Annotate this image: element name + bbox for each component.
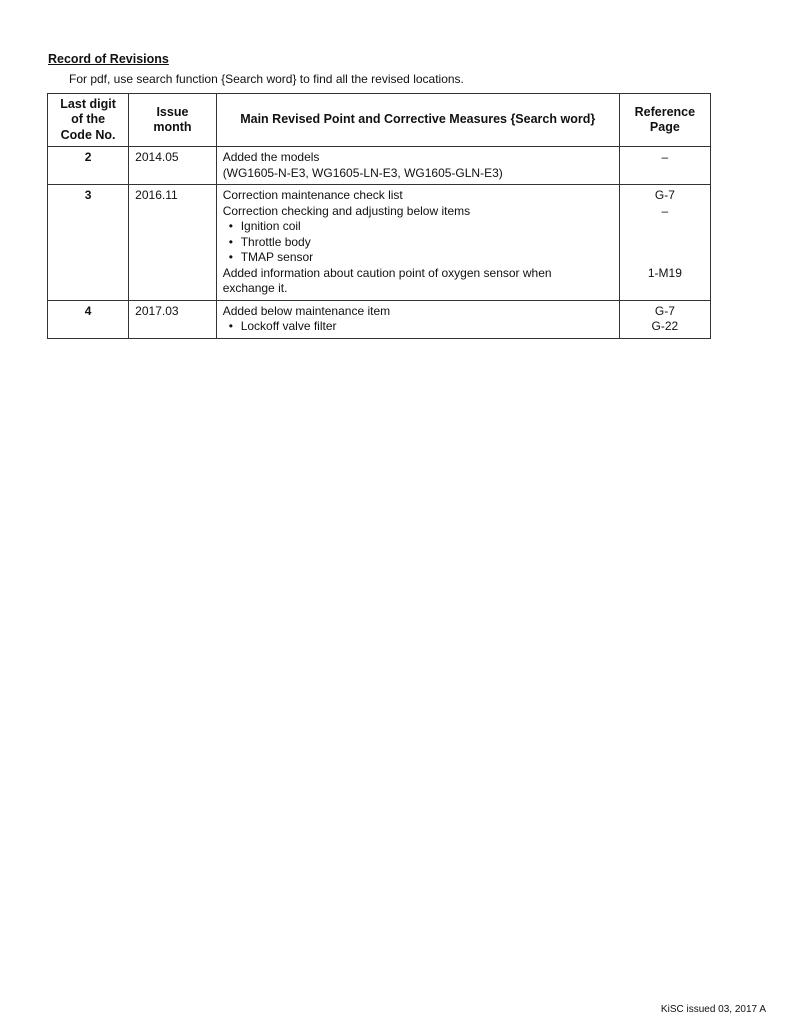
footer-issue-text: KiSC issued 03, 2017 A — [660, 1004, 766, 1015]
table-row — [48, 185, 711, 301]
table-row — [48, 300, 711, 338]
reference-page-line — [626, 281, 704, 297]
reference-page-line: G-22 — [651, 319, 679, 333]
bullet-item: • Lockoff valve filter — [223, 319, 613, 335]
code-digit-cell: 3 — [48, 185, 129, 301]
issue-month-cell: 2014.05 — [129, 147, 217, 185]
description-line: exchange it. — [222, 281, 288, 295]
table-body — [48, 147, 711, 339]
header-main-revised-point: Main Revised Point and Corrective Measures {Search word} — [216, 94, 619, 147]
bullet-item: • Throttle body — [223, 235, 613, 251]
reference-page-line: – — [661, 150, 669, 164]
intro-text: For pdf, use search function {Search word} to find all the revised locations. — [69, 72, 464, 86]
bullet-item: • TMAP sensor — [223, 250, 613, 266]
issue-month-cell: 2017.03 — [129, 300, 217, 338]
description-line: Added below maintenance item — [222, 303, 391, 318]
reference-page-line: G-7 — [654, 188, 675, 202]
header-row — [48, 94, 711, 147]
table-row — [48, 147, 711, 185]
description-line: (WG1605-N-E3, WG1605-LN-E3, WG1605-GLN-E3) — [222, 165, 503, 180]
code-digit-cell: 4 — [48, 300, 129, 338]
description-line: Added the models — [222, 150, 320, 164]
code-digit-cell: 2 — [48, 147, 129, 185]
header-last-digit: Last digit of the Code No. — [48, 94, 129, 147]
reference-page-cell — [619, 185, 710, 301]
reference-page-line: G-7 — [654, 303, 675, 318]
reference-page-line — [626, 235, 704, 251]
document-title: Record of Revisions — [48, 52, 169, 66]
revision-description-cell — [216, 300, 619, 338]
reference-page-cell — [619, 147, 710, 185]
reference-page-cell — [619, 300, 710, 338]
bullet-item: • Ignition coil — [223, 219, 613, 235]
reference-page-line — [626, 250, 704, 266]
revision-table — [47, 93, 711, 339]
revision-description-cell — [216, 185, 619, 301]
description-line: Correction maintenance check list — [222, 188, 403, 202]
header-reference-page: Reference Page — [619, 94, 710, 147]
description-line: Correction checking and adjusting below items — [222, 203, 471, 218]
reference-page-line: 1-M19 — [647, 265, 682, 280]
description-line: Added information about caution point of oxygen sensor when — [222, 265, 552, 280]
header-issue-month: Issue month — [129, 94, 217, 147]
reference-page-line — [626, 219, 704, 235]
reference-page-line: – — [661, 203, 669, 218]
issue-month-cell: 2016.11 — [129, 185, 217, 301]
revision-description-cell — [216, 147, 619, 185]
